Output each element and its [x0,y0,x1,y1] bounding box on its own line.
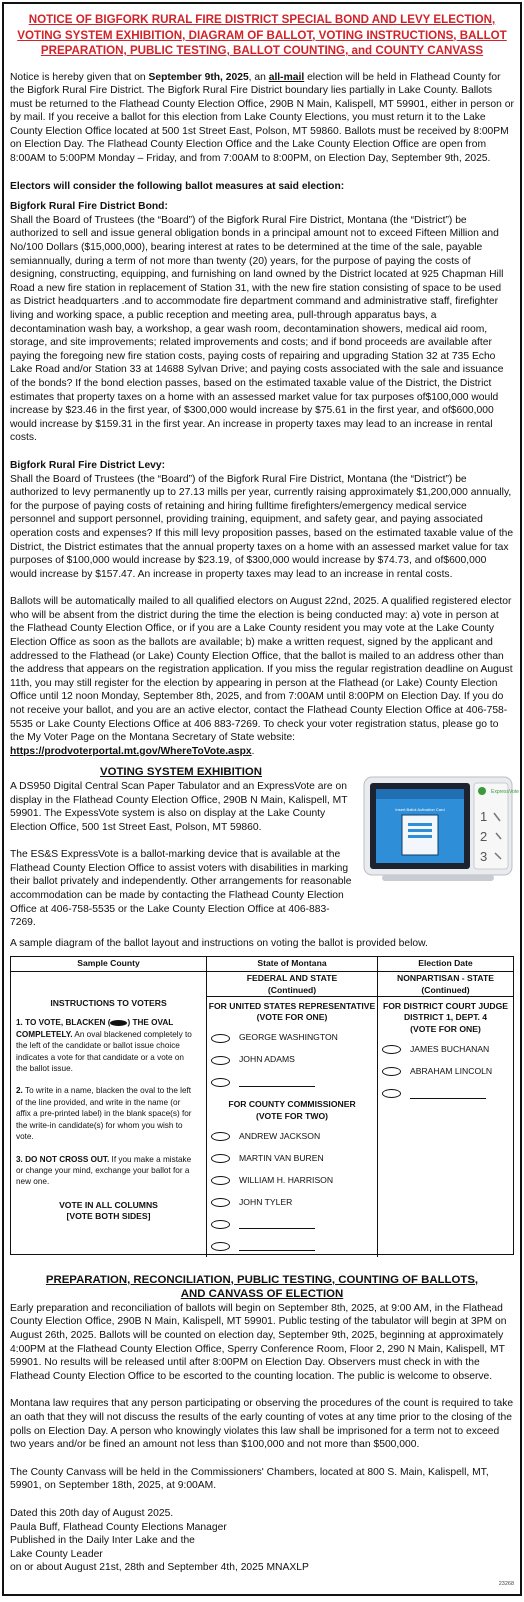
bond-text: Shall the Board of Trustees (the “Board”) of the Bigfork Rural Fire District, Montana (the “District”) be authorized to sell and issue general obligation bonds in a principal amount not to exceed Fifteen Million and No/100 Dollars ($15,000,000), bearing interest at rates to be determined at the time of the sale, payable semiannually, during a term of not more than twenty (20) years, for the purpose of paying the costs of designing, constructing, equipping, and furnishing on land owned by the District located at 925 Chapman Hill Road a new fire station in replacement of Station 31, with the new fire station consisting of space to be used as District headquarters .and to accommodate fire department command and administrative staff, firefighter living and working space, a public reception and meeting area, pull-through apparatus bays, a decontamination wash bay, a workshop, a gear wash room, decontamination showers, medical aid room, storage, and site improvements; related improvements and costs; and if bond proceeds are available after paying the foregoing new fire station costs, paying costs of repairing and upgrading Station 32 at 735 Echo Lake Road and/or Station 33 at 14688 Sylvan Drive; and paying costs associated with the sale and issuance of the bonds? If the bond election passes, based on the estimated taxable value of the District, the District estimates that property taxes on a home with an assessed market value for tax purposes of$100,000 would increase by $23.46 in the first year, of $300,000 would increase by $75.61 in the first year, and of$600,000 would increase by $159.31 in the first year. An increase in property taxes may lead to an increase in rental costs. [10,214,504,444]
instruction-2 [11,1085,206,1142]
vote-oval[interactable] [211,1154,230,1163]
race-judge-title: FOR DISTRICT COURT JUDGE [382,1000,509,1011]
candidate-william-harrison[interactable] [207,1169,377,1191]
expressvote-device-image [362,769,520,889]
instruction-1-bold-a: 1. TO VOTE, BLACKEN ( [16,1018,111,1028]
instruction-3-text: If you make a mistake or change your mind, exchange your ballot for a new one. [16,1154,192,1187]
race-representative-title: FOR UNITED STATES REPRESENTATIVE [208,1000,376,1011]
candidate-name: ABRAHAM LINCOLN [410,1065,493,1076]
legal-notice [2,2,522,1596]
device-brand: ExpressVote [491,789,520,796]
federal-section-heading [207,972,377,997]
exhibition-section [10,765,520,929]
sample-ballot [10,956,514,1254]
write-in-line[interactable] [239,1077,315,1087]
intro-text-3: election will be held in Flathead County for the Bigfork Rural Fire District. The Bigfork Rural Fire District boundary lies partially in Lake County. Ballots must be returned to the Flathead County Election Office, 290B N Main, Kalispell, MT 59901, either in person or by mail. If you receive a ballot for this election from Lake County Elections, you must return it to the Lake County Election Office located at 500 1st Street East, Polson, MT 59860. Ballots must be received by 8:00PM on Election Day. The Flathead County Election Office and the Lake County Election Office are open from 8:00AM to 5:00PM Monday – Friday, and from 7:00AM to 8:00PM, on Election Day, September 9th, 2025. [10,71,514,165]
vote-oval[interactable] [382,1089,401,1098]
race-commissioner-vote-for: (VOTE FOR TWO) [255,1110,329,1121]
candidate-george-washington[interactable] [207,1027,377,1049]
closing-dated: Dated this 20th day of August 2025. [10,1507,174,1519]
instruction-3-bold: 3. DO NOT CROSS OUT. [16,1154,110,1164]
ballot-header-date: Election Date [418,958,473,969]
step-number-1: 1 [480,809,488,825]
candidate-john-adams[interactable] [207,1049,377,1071]
step-number-3: 3 [480,849,488,865]
vote-oval[interactable] [382,1067,401,1076]
voter-portal-link[interactable]: https://prodvoterportal.mt.gov/WhereToVote.aspx [10,745,252,757]
intro-text-1: Notice is hereby given that on [10,71,149,83]
race-judge-vote-for: (VOTE FOR ONE) [410,1024,481,1035]
vote-oval[interactable] [211,1242,230,1251]
mailing-paragraph [10,595,514,758]
race-commissioner-title: FOR COUNTY COMMISSIONER [228,1099,356,1110]
election-date: September 9th, 2025 [148,71,249,83]
intro-text-2: , an [248,71,269,83]
ballot-instructions-column [11,972,207,1257]
screen-title: Insert Ballot Activation Card [395,807,445,813]
race-judge-district: DISTRICT 1, DEPT. 4 [403,1012,488,1023]
nonpartisan-section-heading [378,972,513,997]
instructions-title: INSTRUCTIONS TO VOTERS [50,997,167,1008]
write-in-line[interactable] [239,1219,315,1229]
prep-text-2: Montana law requires that any person participating or observing the procedures of the count is required to take an oath that they will not discuss the results of the early counting of votes at any time prior to the closing of the polls on Election Day. A person who knowingly violates this law shall be imprisoned for a term not to exceed two years and/or be fined an amount not less than $100,000 and not more than $500,000. [10,1398,514,1451]
candidate-john-tyler[interactable] [207,1191,377,1213]
bond-heading: Bigfork Rural Fire District Bond: [10,201,168,213]
ballot-nonpartisan-column [378,972,513,1257]
candidate-name: WILLIAM H. HARRISON [239,1174,334,1185]
ballot-header [11,957,513,971]
vote-oval[interactable] [211,1198,230,1207]
write-in-representative[interactable] [207,1071,377,1093]
vote-oval[interactable] [211,1078,230,1087]
expressvote-device-icon [362,769,520,889]
filled-oval-icon [110,1020,127,1026]
instruction-2-bold: 2. [16,1086,23,1096]
candidate-name: JOHN TYLER [239,1196,293,1207]
candidate-name: JAMES BUCHANAN [410,1043,490,1054]
prep-text-1: Early preparation and reconciliation of ballots will begin on September 8th, 2025, at 9:00 AM, in the Flathead County Election Office, 290B N Main, Kalispell, MT 59901. Public testing of the tabulator will begin at 3PM on August 26th, 2025. Ballots will be counted on election day, September 9th, 2025, beginning at approximately 4:00PM at the Flathead County Election Office, Sperry Conference Room, Floor 2, 290 N Main, Kalispell, MT 59901. No results will be released until after 8:00PM on Election Day. Observers must check in with the Flathead County Election Office to be escorted to the counting location. The public is welcome to observe. [10,1302,507,1382]
vote-oval[interactable] [211,1176,230,1185]
exhibition-text-2: The ES&S ExpressVote is a ballot-marking device that is available at the Flathead County Election Office to assist voters with disabilities in marking their ballot privately and independently. Other arrangements for reasonable accommodation can be made by contacting the Flathead County Election Office at 406-758-5535 or the Lake County Election Office at 406-883-7269. [10,849,352,929]
write-in-line[interactable] [239,1241,315,1251]
mailing-text: Ballots will be automatically mailed to all qualified electors on August 22nd, 2025. A qualified registered elector who will be absent from the district during the time the election is being conducted may: a) vote in person at the Flathead County Election Office, or if you are a Lake County resident you may vote at the Lake County Election Office as soon as the ballots are available; b) make a written request, signed by the applicant and addressed to the Flathead (or Lake) County Election Office, that the ballot is mailed to an address other than the address that appears on the registration application. If you miss the regular registration deadline on August 11th, you may still register for the election by appearing in person at the Flathead (or Lake) County Election Office until 12 noon Monday, September 8th, 2025, and from 7:00AM until 8:00PM on Election Day. If you do not receive your ballot, and you are an active elector, contact the Flathead County Election Office at 406-758-5535 or Lake County Elections Office at 406 883-7269. To check your voter registration status, please go to the My Voter Page on the Montana Secretary of State website: [10,596,513,744]
candidate-james-buchanan[interactable] [378,1039,513,1061]
instruction-2-text: To write in a name, blacken the oval to the left of the line provided, and write in the name (or affix a pre-printed label) in the blank space(s) for the write-in candidate(s) for whom you wish to vote. [16,1086,192,1142]
candidate-martin-van-buren[interactable] [207,1147,377,1169]
measures-heading: Electors will consider the following ballot measures at said election: [10,180,345,192]
step-number-2: 2 [480,829,488,845]
exhibition-heading: VOTING SYSTEM EXHIBITION [99,766,263,779]
instruction-3 [11,1154,206,1188]
vote-oval[interactable] [211,1056,230,1065]
levy-heading: Bigfork Rural Fire District Levy: [10,459,166,471]
notice-title: NOTICE OF BIGFORK RURAL FIRE DISTRICT SPECIAL BOND AND LEVY ELECTION, VOTING SYSTEM EXHIBITION, DIAGRAM OF BALLOT, VOTING INSTRUCTIONS, BALLOT PREPARATION, PUBLIC TESTING, BALLOT COUNTING, and COUNTY CANVASS [17,13,507,57]
levy-text: Shall the Board of Trustees (the “Board”) of the Bigfork Rural Fire District, Montana (the “District”) be authorized to levy permanently up to 27.13 mills per year, currently raising approximately $1,200,000 annually, for the purpose of paying costs of retaining and hiring fulltime firefighters/emergency medical service personnel and support personnel, providing training, equipment, and safety gear, and paying associated operation costs and expenses? If this mill levy proposition passes, based on the estimated taxable value of the District, the District estimates that the annual property taxes on a home with an assessed market value for tax purposes of $100,000 would increase by $23.19, of $300,000 would increase by $74.73, and of$600,000 would increase by $157.47. An increase in property taxes may lead to an increase in rental costs. [10,473,514,580]
intro-paragraph [10,71,514,166]
exhibition-text-1: A DS950 Digital Central Scan Paper Tabulator and an ExpressVote are on display in the Flathead County Election Office, 290B N Main, Kalispell, MT 59901. The ExpessVote system is also on display at the Lake County Election Office, 500 1st Street East, Polson, MT 59860. [10,780,348,833]
closing-dates: on or about August 21st, 28th and September 4th, 2025 MNAXLP [10,1562,309,1574]
vote-oval[interactable] [211,1132,230,1141]
instruction-1 [11,1017,206,1074]
write-in-line[interactable] [410,1089,486,1099]
candidate-name: MARTIN VAN BUREN [239,1152,324,1163]
ballot-header-county: Sample County [11,957,207,970]
prep-heading-1: PREPARATION, RECONCILIATION, PUBLIC TESTING, COUNTING OF BALLOTS, [45,1273,479,1286]
ballot-header-state: State of Montana [207,957,378,970]
vote-both-sides: [VOTE BOTH SIDES] [66,1211,151,1222]
race-representative-vote-for: (VOTE FOR ONE) [256,1012,328,1023]
vote-oval[interactable] [211,1034,230,1043]
vote-oval[interactable] [382,1045,401,1054]
all-mail-label: all-mail [268,71,305,83]
reference-number: 23268 [498,1581,514,1588]
federal-section-title: FEDERAL AND STATE [246,972,338,983]
instruction-1-bold-b: ) THE OVAL COMPLETELY. [16,1018,174,1039]
mailing-end: . [251,745,255,757]
write-in-commissioner-1[interactable] [207,1213,377,1235]
write-in-commissioner-2[interactable] [207,1235,377,1257]
candidate-name: JOHN ADAMS [239,1054,295,1065]
sample-intro: A sample diagram of the ballot layout and instructions on voting the ballot is provided below. [10,937,428,949]
federal-section-continued: (Continued) [267,984,317,995]
prep-text-3: The County Canvass will be held in the Commissioners' Chambers, located at 800 S. Main, Kalispell, MT, 59901, on September 18th, 2025, at 9:00AM. [10,1466,489,1492]
candidate-abraham-lincoln[interactable] [378,1061,513,1083]
closing-paper: Lake County Leader [10,1548,103,1560]
nonpartisan-section-continued: (Continued) [421,984,470,995]
ballot-federal-column [207,972,378,1257]
nonpartisan-section-title: NONPARTISAN - STATE [397,972,494,983]
prep-heading-2: AND CANVASS OF ELECTION [180,1288,344,1301]
write-in-judge[interactable] [378,1083,513,1105]
candidate-name: ANDREW JACKSON [239,1130,321,1141]
closing-signature: Paula Buff, Flathead County Elections Manager [10,1521,227,1533]
candidate-name: GEORGE WASHINGTON [239,1032,338,1043]
vote-all-columns: VOTE IN ALL COLUMNS [59,1199,158,1210]
vote-oval[interactable] [211,1220,230,1229]
instruction-1-text: An oval blackened completely to the left of the candidate or ballot issue choice indicates a vote for that candidate or a vote on the ballot issue. [16,1029,192,1074]
candidate-andrew-jackson[interactable] [207,1125,377,1147]
closing-published: Published in the Daily Inter Lake and the [10,1535,195,1547]
